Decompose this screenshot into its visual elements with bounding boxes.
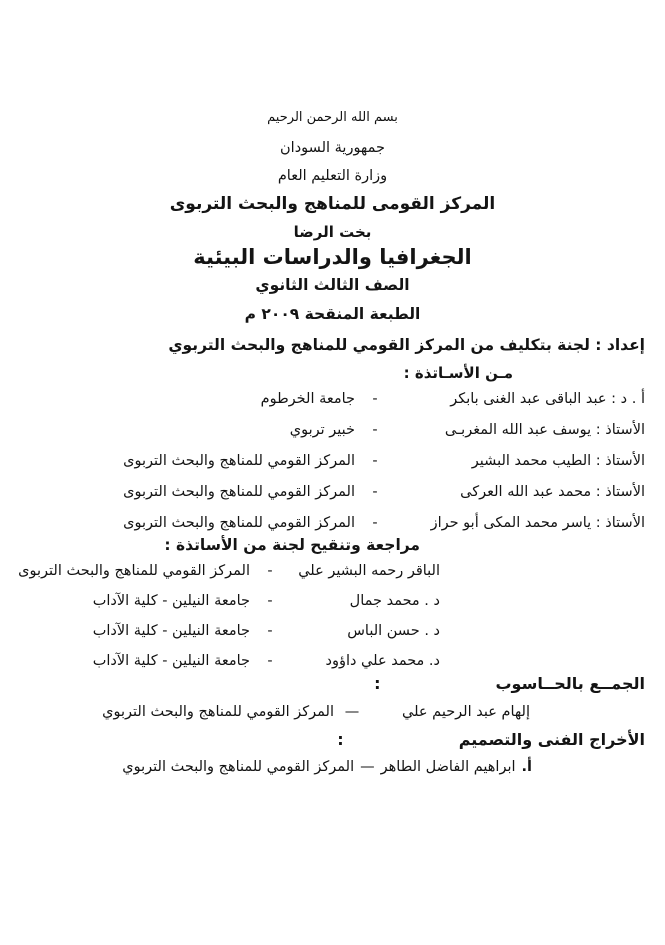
heading-colon: : xyxy=(374,674,381,693)
separator-dash: - xyxy=(372,422,378,438)
review-heading: مراجعة وتنقيح لجنة من الأساتذة : xyxy=(164,536,420,554)
separator-dash: - xyxy=(372,484,378,500)
member-row xyxy=(0,704,665,720)
preparation-members-list xyxy=(0,391,665,546)
member-affiliation: خبير تربوي xyxy=(289,422,355,438)
member-name: د. محمد علي داؤود xyxy=(325,653,440,669)
member-affiliation: المركز القومي للمناهج والبحث التربوى xyxy=(18,563,250,579)
member-title-prefix: أ. xyxy=(521,759,532,775)
member-affiliation: جامعة النيلين - كلية الآداب xyxy=(92,623,250,639)
separator-dash: - xyxy=(372,391,378,407)
member-row xyxy=(0,484,665,515)
edition-line: الطبعة المنقحة ٢٠٠٩ م xyxy=(244,305,421,323)
member-name: إلهام عبد الرحيم علي xyxy=(402,704,530,720)
member-name: الأستاذ : محمد عبد الله العركى xyxy=(460,484,645,500)
separator-dash: - xyxy=(267,563,273,579)
member-affiliation: جامعة الخرطوم xyxy=(260,391,355,407)
member-name: الأستاذ : ياسر محمد المكى أبو حراز xyxy=(430,515,645,531)
design-heading xyxy=(0,730,665,749)
member-name: د . حسن الباس xyxy=(347,623,440,639)
typesetting-member xyxy=(0,704,665,720)
member-name: د . محمد جمال xyxy=(349,593,440,609)
separator-dash: — xyxy=(360,759,375,775)
member-name: ابراهيم الفاضل الطاهر xyxy=(380,759,516,775)
separator-dash: - xyxy=(267,623,273,639)
member-affiliation: المركز القومي للمناهج والبحث التربوى xyxy=(123,453,355,469)
separator-dash: - xyxy=(372,453,378,469)
preparation-subheading: مـن الأسـاتذة : xyxy=(403,364,513,382)
member-name: الأستاذ : يوسف عبد الله المغربـى xyxy=(444,422,645,438)
member-row xyxy=(0,593,665,623)
member-row xyxy=(0,391,665,422)
separator-dash: — xyxy=(344,704,360,720)
member-name: الأستاذ : الطيب محمد البشير xyxy=(471,453,645,469)
member-row xyxy=(0,563,665,593)
member-affiliation: جامعة النيلين - كلية الآداب xyxy=(92,593,250,609)
ministry-line: وزارة التعليم العام xyxy=(277,168,388,184)
review-members-list xyxy=(0,563,665,683)
country-line: جمهورية السودان xyxy=(280,140,385,156)
typesetting-heading xyxy=(0,674,665,693)
member-name: الباقر رحمه البشير علي xyxy=(298,563,440,579)
separator-dash: - xyxy=(267,593,273,609)
center-name-line: المركز القومى للمناهج والبحث التربوى xyxy=(169,194,496,214)
member-row xyxy=(0,453,665,484)
member-name: أ . د : عبد الباقى عبد الغنى بابكر xyxy=(450,391,645,407)
member-affiliation: المركز القومي للمناهج والبحث التربوي xyxy=(122,759,355,775)
separator-dash: - xyxy=(267,653,273,669)
member-affiliation: المركز القومي للمناهج والبحث التربوى xyxy=(123,515,355,531)
bismillah-line: بسم الله الرحمن الرحيم xyxy=(267,110,398,125)
preparation-heading: إعداد : لجنة بتكليف من المركز القومي للمناهج والبحث التربوي xyxy=(168,336,645,354)
member-affiliation: المركز القومي للمناهج والبحث التربوي xyxy=(102,704,334,720)
member-row xyxy=(0,422,665,453)
grade-line: الصف الثالث الثانوي xyxy=(255,276,410,294)
typesetting-heading-label: الجمــع بالحــاسوب xyxy=(495,674,645,693)
heading-colon: : xyxy=(337,730,344,749)
separator-dash: - xyxy=(372,515,378,531)
member-affiliation: جامعة النيلين - كلية الآداب xyxy=(92,653,250,669)
design-heading-label: الأخراج الفنى والتصميم xyxy=(458,730,645,749)
book-title: الجغرافيا والدراسات البيئية xyxy=(193,245,472,269)
member-row xyxy=(0,623,665,653)
design-member xyxy=(0,759,665,775)
institute-line: بخت الرضا xyxy=(293,223,372,241)
member-affiliation: المركز القومي للمناهج والبحث التربوى xyxy=(123,484,355,500)
